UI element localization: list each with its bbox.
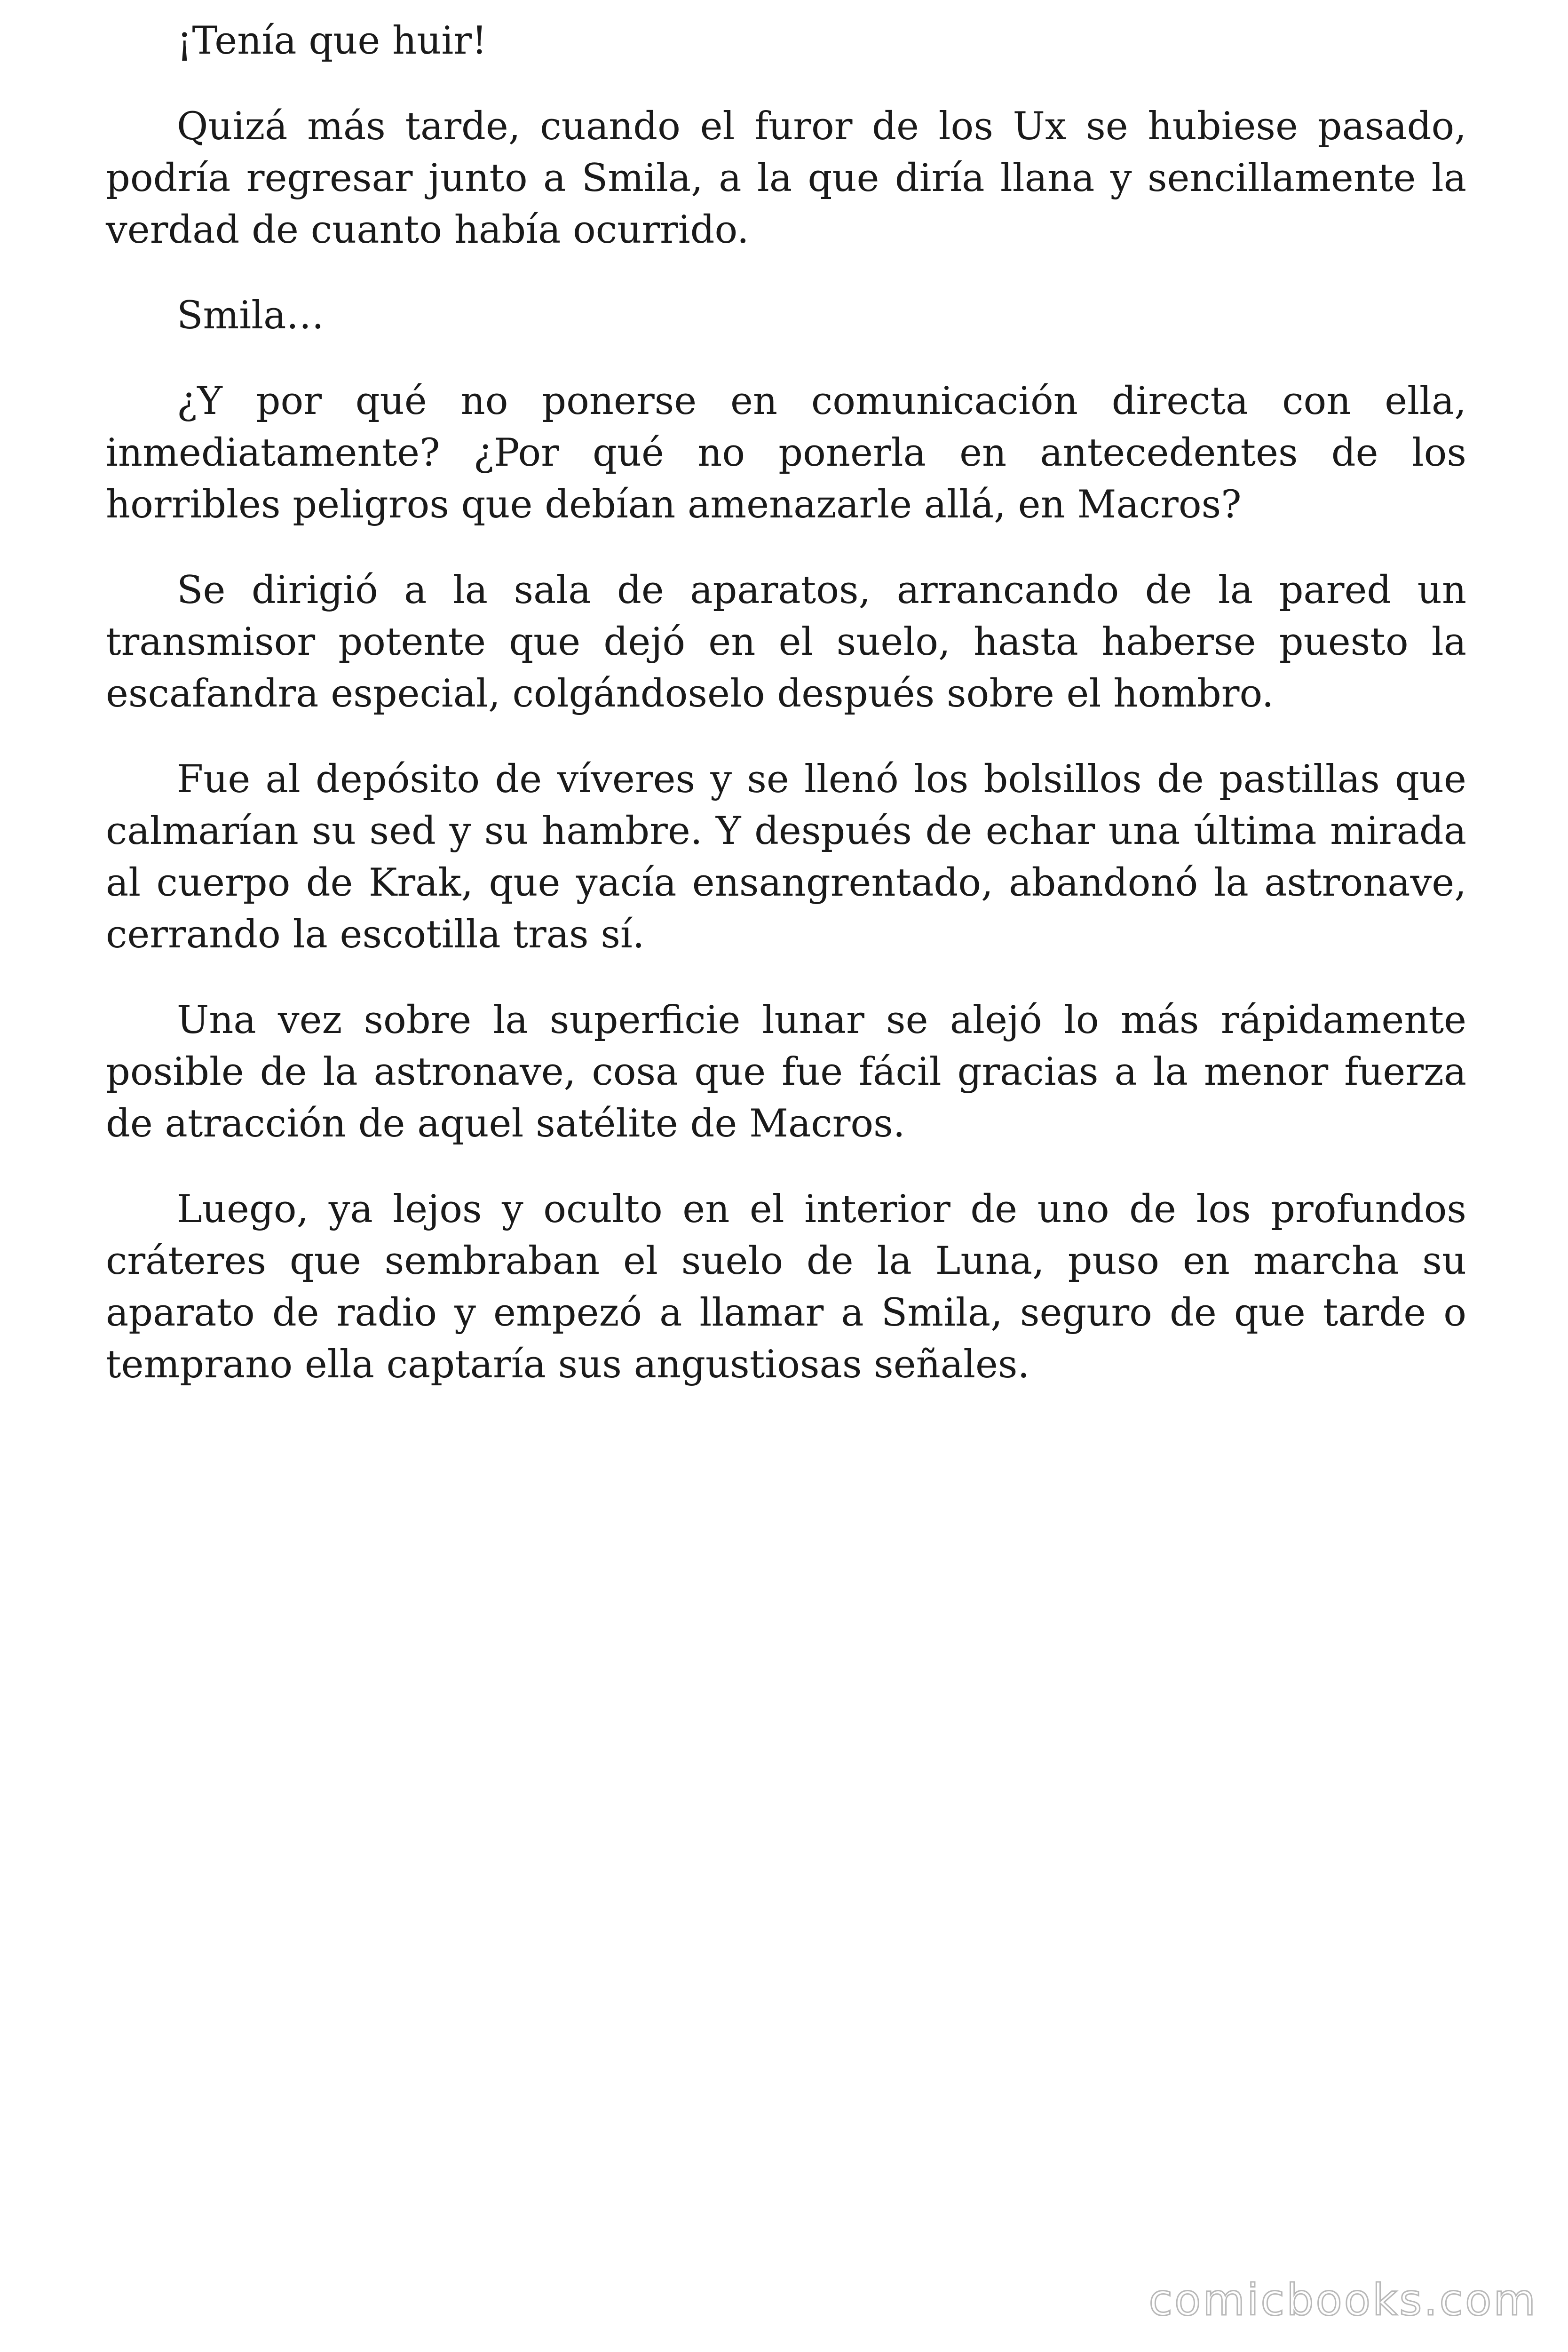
paragraph-7: Una vez sobre la superficie lunar se alejó lo más rápidamente posible de la astronave, cosa que fue fácil gracias a la menor fuerza de atracción de aquel satélite de Macros. bbox=[106, 998, 1466, 1146]
paragraph-8: Luego, ya lejos y oculto en el interior de uno de los profundos cráteres que sembraban el suelo de la Luna, puso en marcha su aparato de radio y empezó a llamar a Smila, seguro de que tarde o temprano ella captaría sus angustiosas señales. bbox=[106, 1187, 1466, 1387]
body-text bbox=[106, 15, 1466, 1424]
paragraph-2: Quizá más tarde, cuando el furor de los Ux se hubiese pasado, podría regresar junto a Smila, a la que diría llana y sencillamente la verdad de cuanto había ocurrido. bbox=[106, 104, 1466, 252]
paragraph-1: ¡Tenía que huir! bbox=[177, 19, 487, 63]
paragraph-4: ¿Y por qué no ponerse en comunicación directa con ella, inmediatamente? ¿Por qué no ponerla en antecedentes de los horribles peligros que debían amenazarle allá, en Macros? bbox=[106, 379, 1466, 527]
paragraph-6: Fue al depósito de víveres y se llenó los bolsillos de pastillas que calmarían su sed y su hambre. Y después de echar una última mirada al cuerpo de Krak, que yacía ensangrentado, abandonó la astronave, cerrando la escotilla tras sí. bbox=[106, 757, 1466, 957]
paragraph-3: Smila… bbox=[177, 294, 325, 338]
paragraph-5: Se dirigió a la sala de aparatos, arrancando de la pared un transmisor potente que dejó en el suelo, hasta haberse puesto la escafandra especial, colgándoselo después sobre el hombro. bbox=[106, 568, 1466, 716]
watermark: comicbooks.com bbox=[1148, 2275, 1537, 2325]
